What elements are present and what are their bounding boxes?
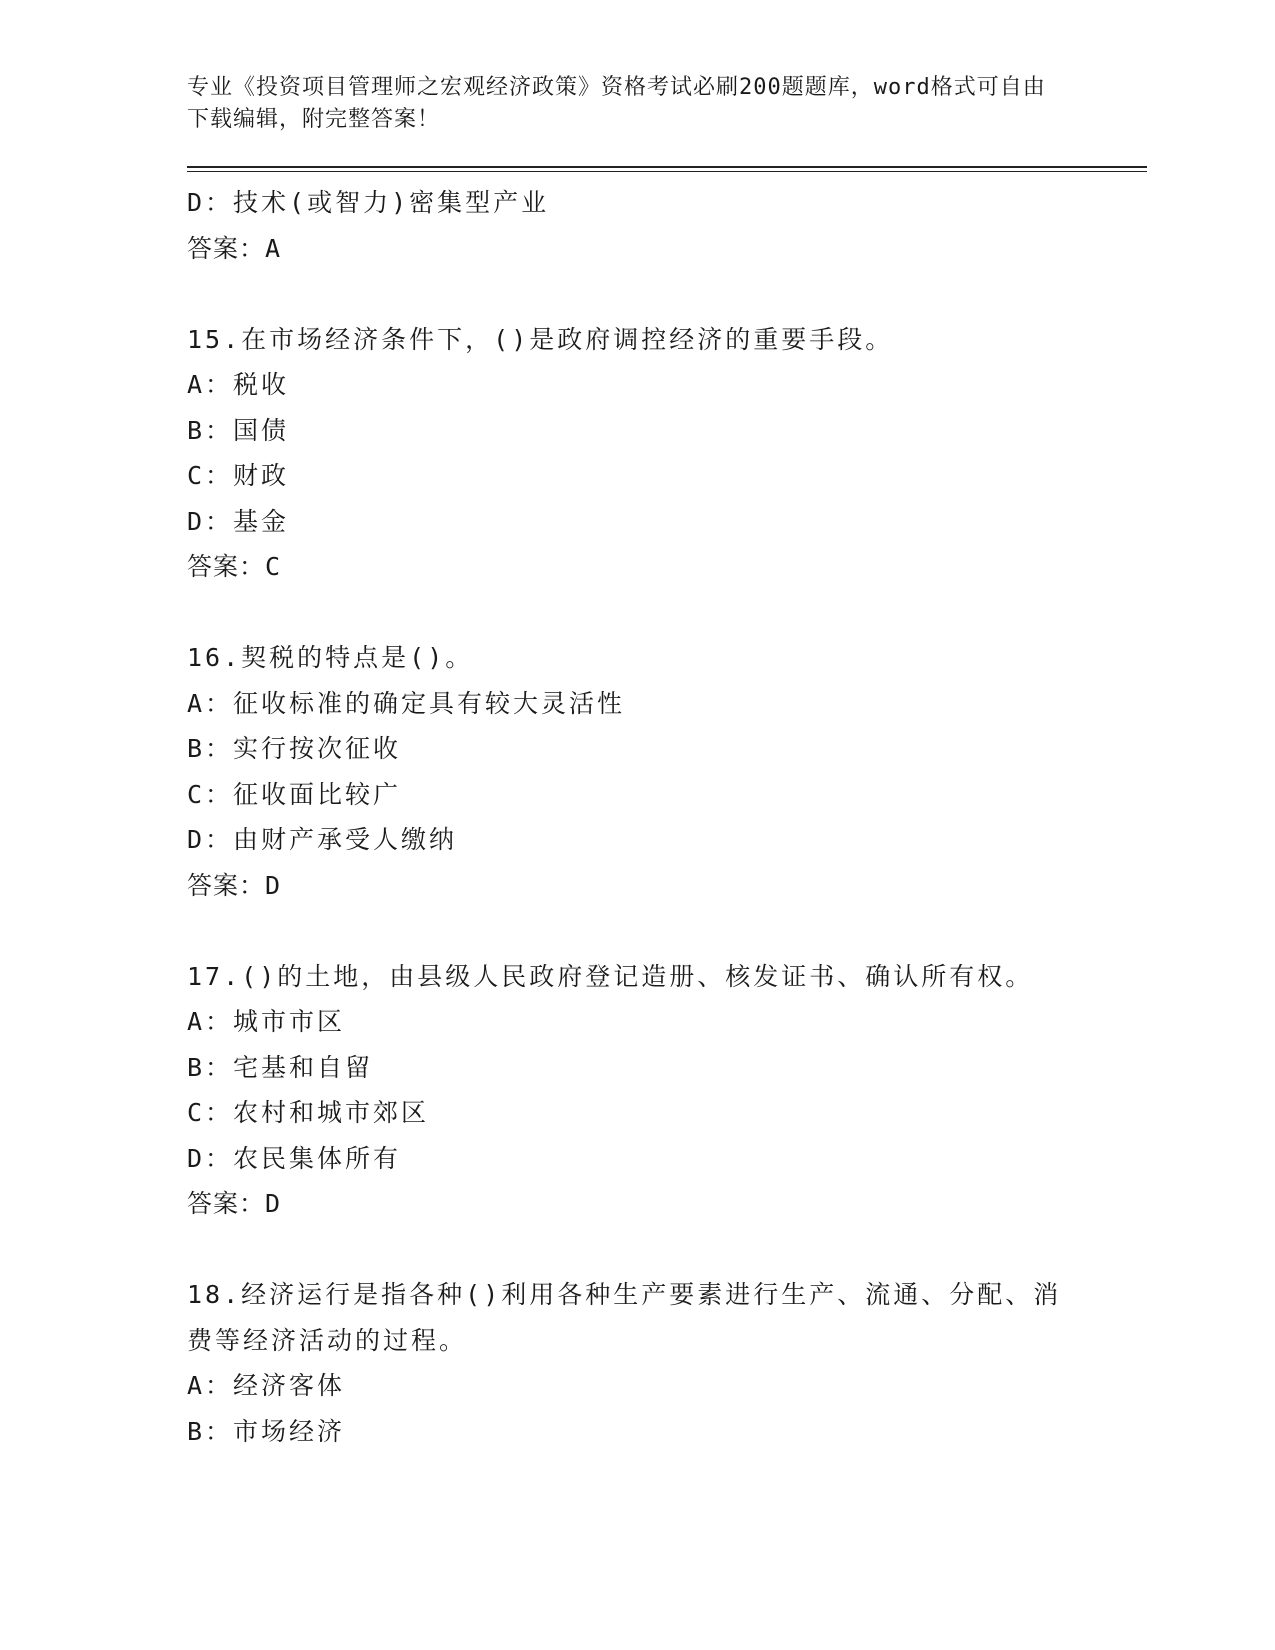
question-18 <box>187 1272 1147 1454</box>
question-list <box>187 180 1147 1454</box>
option-a: A：经济客体 <box>187 1371 346 1400</box>
option-b: B：国债 <box>187 415 290 445</box>
option-b: B：市场经济 <box>187 1416 346 1446</box>
option-d: D：由财产承受人缴纳 <box>187 825 458 854</box>
header-divider <box>187 166 1147 172</box>
spacer <box>187 908 1147 954</box>
answer-value: A <box>265 233 282 263</box>
option-d: D：技术(或智力)密集型产业 <box>187 188 550 217</box>
option-c: C：农村和城市郊区 <box>187 1098 430 1127</box>
option-d: D：农民集体所有 <box>187 1143 402 1173</box>
question-stem: 16.契税的特点是()。 <box>187 643 474 672</box>
option-d: D：基金 <box>187 506 290 536</box>
answer-line <box>187 1181 1147 1227</box>
spacer <box>187 1227 1147 1273</box>
option-c: C：征收面比较广 <box>187 779 402 809</box>
option-b: B：实行按次征收 <box>187 734 402 763</box>
option-c: C：财政 <box>187 461 290 490</box>
answer-label: 答案： <box>187 1189 266 1218</box>
option-a: A：城市市区 <box>187 1007 346 1036</box>
answer-label: 答案： <box>187 552 266 581</box>
spacer <box>187 590 1147 636</box>
option-b: B：宅基和自留 <box>187 1052 374 1082</box>
question-16 <box>187 635 1147 908</box>
question-stem: 18.经济运行是指各种()利用各种生产要素进行生产、流通、分配、消费等经济活动的过程。 <box>187 1280 1062 1355</box>
answer-value: D <box>265 1189 282 1218</box>
option-a: A：征收标准的确定具有较大灵活性 <box>187 688 626 718</box>
answer-label: 答案： <box>187 870 266 900</box>
document-page <box>187 72 1147 1454</box>
document-header: 专业《投资项目管理师之宏观经济政策》资格考试必刷200题题库，word格式可自由下载编辑，附完整答案！ <box>187 75 1046 132</box>
option-a: A：税收 <box>187 370 290 399</box>
answer-value: D <box>265 870 282 900</box>
question-15 <box>187 317 1147 590</box>
answer-line <box>187 863 1147 909</box>
question-stem: 15.在市场经济条件下，()是政府调控经济的重要手段。 <box>187 324 894 354</box>
answer-line <box>187 544 1147 590</box>
question-17 <box>187 954 1147 1227</box>
answer-value: C <box>265 552 282 581</box>
answer-label: 答案： <box>187 233 266 263</box>
question-stem: 17.()的土地，由县级人民政府登记造册、核发证书、确认所有权。 <box>187 961 1034 991</box>
answer-line <box>187 226 1147 272</box>
spacer <box>187 271 1147 317</box>
